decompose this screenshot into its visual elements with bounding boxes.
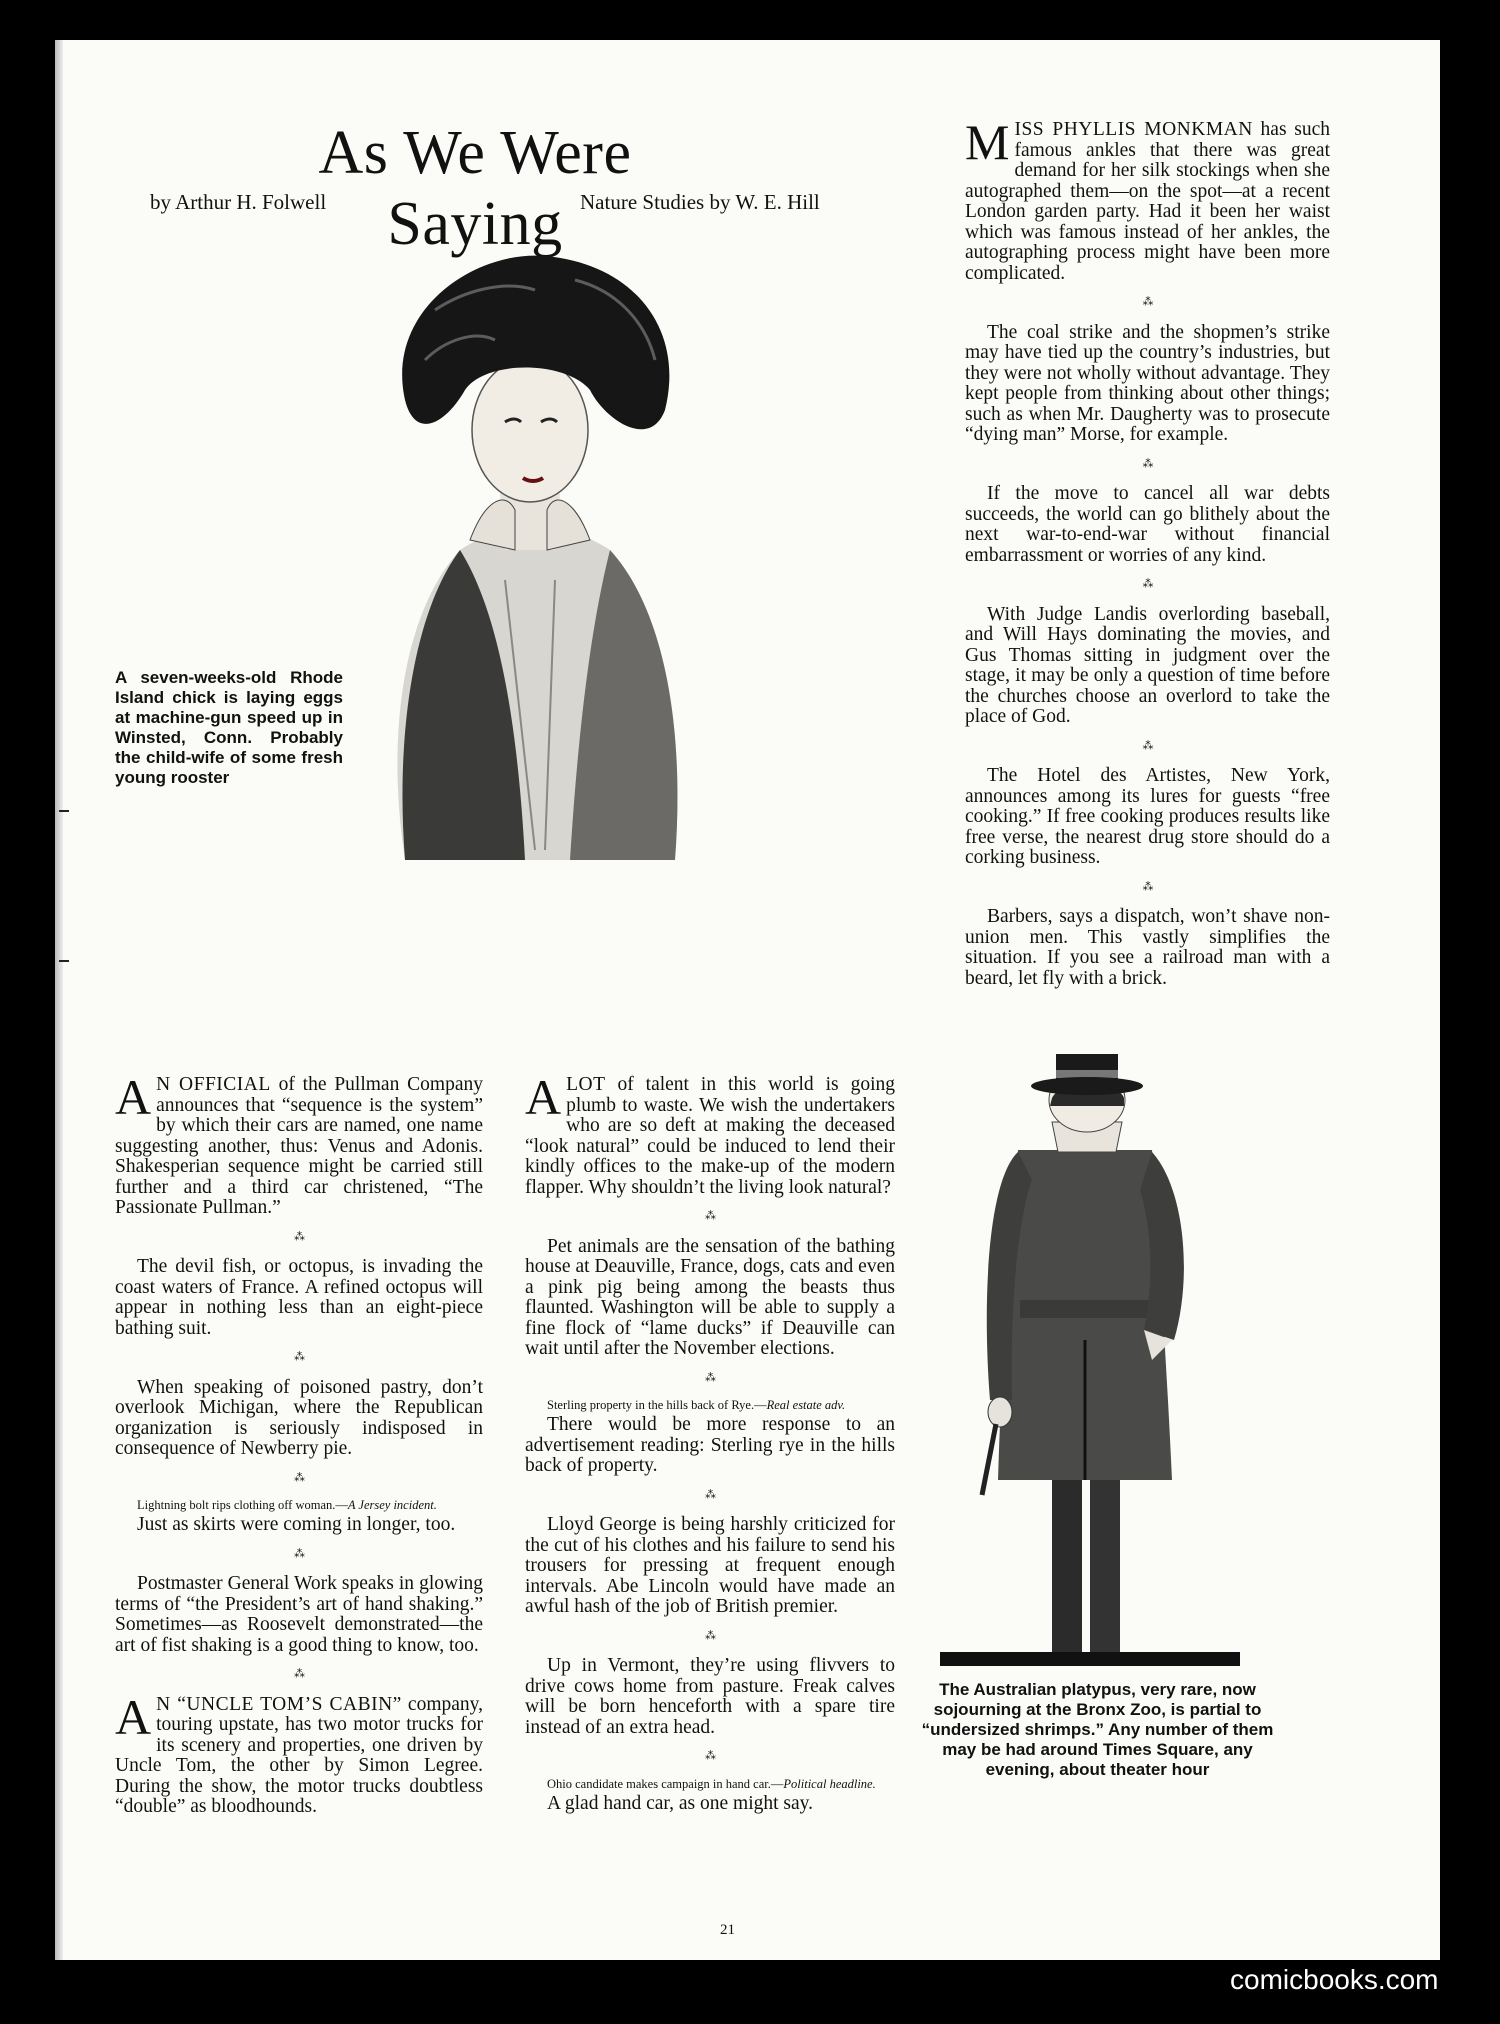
article-title: As We Were Saying	[318, 119, 632, 258]
drop-cap: A	[525, 1069, 562, 1125]
paragraph: The coal strike and the shopmen’s strike may have tied up the country’s industries, but they were not wholly without advantage. They kept people from thinking about other things; such as when Mr. Daugherty was to prosecute “dying man” Morse, for example.	[965, 321, 1330, 445]
quoted-item	[115, 1498, 483, 1512]
separator-asterism: ⁂	[294, 1351, 304, 1363]
edge-mark	[59, 960, 69, 962]
separator-asterism: ⁂	[1142, 880, 1153, 893]
paragraph: Just as skirts were coming in longer, too.	[137, 1514, 456, 1535]
paragraph: Up in Vermont, they’re using flivvers to drive cows home from pasture. Freak calves will be born henceforth with a spare tire instead of an extra head.	[525, 1655, 895, 1738]
paragraph: If the move to cancel all war debts succeeds, the world can go blithely about the next war-to-end-war without financial embarrassment or worries of any kind.	[965, 483, 1330, 566]
lead-in: ISS PHYLLIS MONKMAN	[1014, 119, 1253, 140]
paragraph: With Judge Landis overlording baseball, and Will Hays dominating the movies, and Gus Thomas sitting in judgment over the stage, it may be only a question of time before the churches choose an overlord to take the place of God.	[965, 603, 1330, 727]
paragraph: A glad hand car, as one might say.	[547, 1792, 814, 1814]
separator-asterism: ⁂	[705, 1210, 715, 1222]
quote-source: Political headline.	[783, 1776, 876, 1791]
page-number: 21	[720, 1922, 735, 1938]
quoted-item	[525, 1777, 895, 1791]
separator-asterism: ⁂	[294, 1471, 304, 1484]
paragraph: Lloyd George is being harshly criticized for the cut of his clothes and his failure to send his trousers for pressing at frequent enough intervals. Abe Lincoln would have made an awful hash of the job of British premier.	[525, 1514, 895, 1617]
drop-cap: A	[115, 1688, 152, 1745]
paragraph	[525, 1069, 895, 1198]
paragraph: The Hotel des Artistes, New York, announces among its lures for guests “free cooking.” If free cooking produces results like free verse, the nearest drug store should do a corking business.	[965, 765, 1330, 868]
separator-asterism: ⁂	[705, 1750, 715, 1762]
edge-mark	[59, 810, 69, 812]
page-fold-shadow	[55, 40, 63, 1960]
paragraph	[115, 1688, 483, 1818]
separator-asterism: ⁂	[294, 1668, 304, 1680]
paragraph	[965, 114, 1330, 284]
drop-cap: A	[115, 1069, 152, 1125]
quote-text: Lightning bolt rips clothing off woman.—	[137, 1498, 348, 1512]
paragraph: Postmaster General Work speaks in glowing terms of “the President’s art of hand shaking.” Sometimes—as Roosevelt demonstrated—the art of fist shaking is a good thing to know, too.	[115, 1573, 483, 1656]
site-watermark: comicbooks.com	[1230, 1964, 1439, 1995]
separator-asterism: ⁂	[1142, 578, 1153, 590]
man-in-boater-illustration	[940, 1040, 1240, 1670]
paragraph: The devil fish, or octopus, is invading the coast waters of France. A refined octopus will appear in nothing less than an eight-piece bathing suit.	[115, 1256, 483, 1339]
separator-asterism: ⁂	[705, 1629, 715, 1642]
separator-asterism: ⁂	[1142, 296, 1153, 308]
lead-in: N “UNCLE TOM’S CABIN”	[156, 1693, 402, 1715]
separator-asterism: ⁂	[294, 1547, 304, 1560]
lead-in: N OFFICIAL	[156, 1074, 271, 1095]
quote-text: Sterling property in the hills back of Rye.—	[547, 1398, 767, 1412]
left-column	[115, 1069, 483, 1820]
author-byline: by Arthur H. Folwell	[150, 190, 327, 214]
paragraph-text: of talent in this world is going plumb to waste. We wish the undertakers who are so deft at making the deceased “look natural” could be induced to lend their kindly offices to the make-up of the modern flapper. Why shouldn’t the living look natural?	[525, 1074, 895, 1198]
paragraph-text: has such famous ankles that there was great demand for her silk stockings when she autographed them—on the spot—at a recent London garden party. Had it been her waist which was famous instead of her ankles, the autographing process might have been more complicated.	[965, 119, 1330, 284]
quote-source: Real estate adv.	[766, 1398, 846, 1412]
paragraph: There would be more response to an advertisement reading: Sterling rye in the hills back of property.	[525, 1414, 895, 1476]
separator-asterism: ⁂	[705, 1371, 715, 1384]
woman-with-hat-illustration	[365, 250, 695, 860]
right-column	[965, 114, 1330, 991]
separator-asterism: ⁂	[705, 1488, 715, 1501]
paragraph: When speaking of poisoned pastry, don’t overlook Michigan, where the Republican organization is seriously indisposed in consequence of Newberry pie.	[115, 1376, 483, 1459]
middle-column	[525, 1069, 895, 1816]
illustrator-byline: Nature Studies by W. E. Hill	[580, 190, 820, 214]
lead-in: LOT	[566, 1074, 606, 1095]
quote-text: Ohio candidate makes campaign in hand car.—	[547, 1776, 784, 1791]
platypus-caption: The Australian platypus, very rare, now sojourning at the Bronx Zoo, is partial to “undersized shrimps.” Any number of them may be had around Times Square, any evening, about theater hour	[921, 1680, 1274, 1779]
magazine-page	[55, 40, 1440, 1960]
paragraph-text: of the Pullman Company announces that “sequence is the system” by which their cars are named, one name suggesting another, thus: Venus and Adonis. Shakesperian sequence might be carried still further and a third car christened, “The Passionate Pullman.”	[115, 1074, 483, 1218]
quoted-item	[525, 1398, 895, 1412]
separator-asterism: ⁂	[1142, 739, 1153, 752]
quote-source: A Jersey incident.	[347, 1498, 437, 1512]
drop-cap: M	[965, 114, 1010, 170]
paragraph: Barbers, says a dispatch, won’t shave non-union men. This vastly simplifies the situation. If you see a railroad man with a beard, let fly with a brick.	[965, 906, 1330, 989]
separator-asterism: ⁂	[1142, 457, 1153, 470]
chick-caption: A seven-weeks-old Rhode Island chick is laying eggs at machine-gun speed up in Winsted, Conn. Probably the child-wife of some fresh young rooster	[115, 668, 343, 787]
paragraph: Pet animals are the sensation of the bathing house at Deauville, France, dogs, cats and even a pink pig being among the beasts thus flaunted. Washington will be able to supply a fine flock of “lame ducks” if Deauville can wait until after the November elections.	[525, 1235, 895, 1359]
separator-asterism: ⁂	[294, 1230, 304, 1243]
paragraph	[115, 1069, 483, 1219]
paragraph-text: company, touring upstate, has two motor trucks for its scenery and properties, one driven by Uncle Tom, the other by Simon Legree. During the show, the motor trucks doubtless “double” as bloodhounds.	[115, 1693, 483, 1817]
